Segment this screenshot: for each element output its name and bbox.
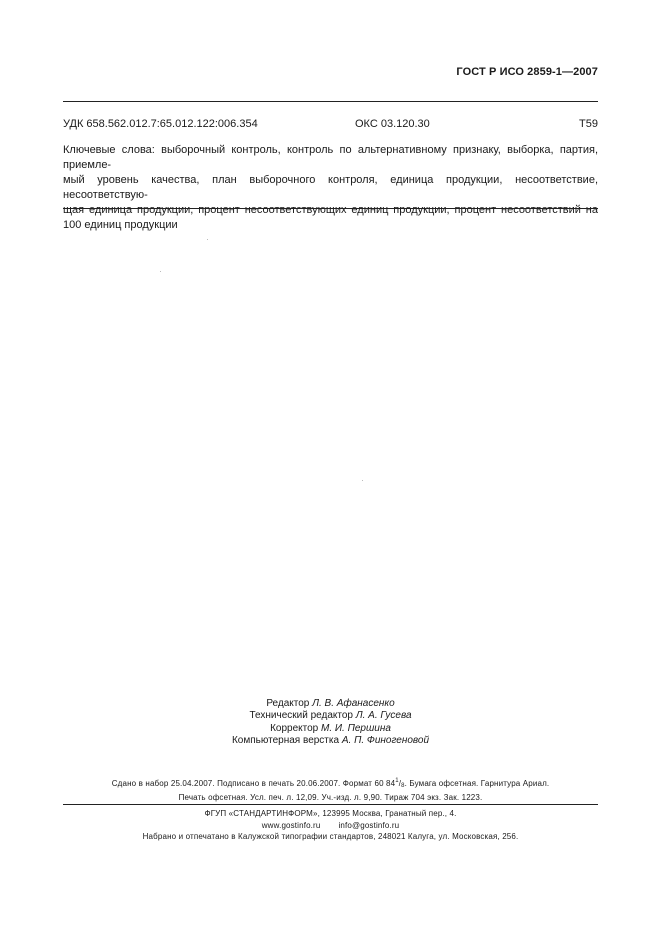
imprint-line-1: Сдано в набор 25.04.2007. Подписано в печать 20.06.2007. Формат 60 $84^1/_8$. Бумага офсетная. Гарнитура Ариал. <box>111 778 550 789</box>
class-code: Т59 <box>579 118 598 130</box>
classification-row <box>63 118 598 130</box>
oks-code: ОКС 03.120.30 <box>355 118 430 130</box>
publisher-email: info@gostinfo.ru <box>338 820 400 830</box>
keywords-line: Ключевые слова: выборочный контроль, контроль по альтернативному признаку, выборка, партия, приемле- <box>63 144 598 171</box>
document-code: ГОСТ Р ИСО 2859-1—2007 <box>456 66 598 78</box>
imprint-line-2: Печать офсетная. Усл. печ. л. 12,09. Уч.-изд. л. 9,90. Тираж 704 экз. Зак. 1223. <box>178 793 483 802</box>
publisher-block <box>63 808 598 843</box>
keywords-line: мый уровень качества, план выборочного контроля, единица продукции, несоответствие, несоответствую- <box>63 174 598 201</box>
publisher-address: ФГУП «СТАНДАРТИНФОРМ», 123995 Москва, Гранатный пер., 4. <box>204 809 457 818</box>
keywords-line: 100 единиц продукции <box>63 219 178 231</box>
scan-speck <box>362 480 363 481</box>
scan-speck <box>207 239 208 240</box>
publisher-contacts <box>63 820 598 832</box>
credit-corrector: Корректор М. И. Першина <box>270 722 391 734</box>
keywords-line: щая единица продукции, процент несоответствующих единиц продукции, процент несоответствий на <box>63 204 598 216</box>
credit-tech-editor: Технический редактор Л. А. Гусева <box>249 710 412 722</box>
publisher-website: www.gostinfo.ru <box>261 820 321 830</box>
credit-editor: Редактор Л. В. Афанасенко <box>266 698 395 709</box>
keywords-divider <box>63 208 598 209</box>
credit-layout: Компьютерная верстка А. П. Финогеновой <box>231 734 430 746</box>
bottom-divider <box>63 804 598 805</box>
keywords-block <box>63 143 598 233</box>
top-divider <box>63 101 598 102</box>
credits-block <box>0 698 661 747</box>
imprint-block <box>63 776 598 803</box>
scan-speck <box>160 271 161 272</box>
udk-code: УДК 658.562.012.7:65.012.122:006.354 <box>63 118 258 130</box>
printing-house: Набрано и отпечатано в Калужской типографии стандартов, 248021 Калуга, ул. Московская, 256. <box>142 832 519 841</box>
